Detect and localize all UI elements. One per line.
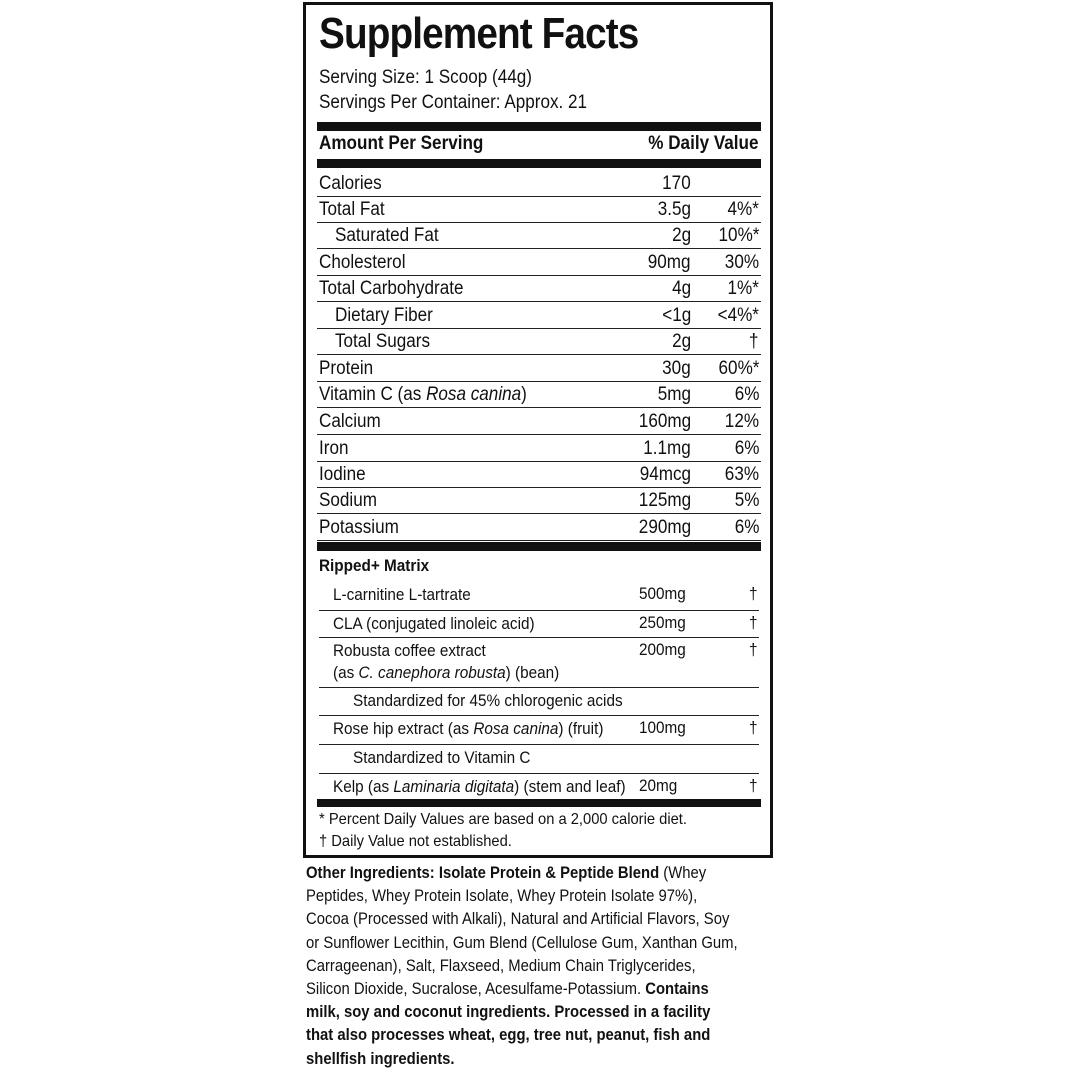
matrix-ingredient-name: Rose hip extract (as Rosa canina) (fruit) bbox=[333, 719, 604, 738]
ingredients-line: Peptides, Whey Protein Isolate, Whey Protein Isolate 97%), bbox=[306, 887, 698, 906]
servings-per-container: Servings Per Container: Approx. 21 bbox=[319, 92, 588, 113]
matrix-daily-value: † bbox=[748, 584, 757, 603]
matrix-amount: 100mg bbox=[639, 718, 686, 737]
daily-value-label: % Daily Value bbox=[648, 133, 759, 154]
footnote-not-established: † Daily Value not established. bbox=[319, 833, 512, 850]
ingredients-line: Carrageenan), Salt, Flaxseed, Medium Chain Triglycerides, bbox=[306, 956, 696, 975]
nutrient-name: Total Fat bbox=[319, 199, 385, 220]
nutrient-name: Calcium bbox=[319, 411, 381, 432]
matrix-ingredient-name: Standardized for 45% chlorogenic acids bbox=[353, 691, 623, 710]
nutrient-name: Potassium bbox=[319, 517, 399, 538]
nutrient-daily-value: 12% bbox=[724, 411, 759, 432]
nutrient-name: Saturated Fat bbox=[335, 225, 439, 246]
matrix-amount: 500mg bbox=[639, 584, 686, 603]
thick-divider bbox=[317, 159, 761, 168]
matrix-row bbox=[319, 637, 759, 688]
ingredients-line: Cocoa (Processed with Alkali), Natural and Artificial Flavors, Soy bbox=[306, 910, 730, 929]
nutrient-daily-value: <4%* bbox=[717, 305, 759, 326]
nutrient-amount: 94mcg bbox=[639, 464, 691, 485]
nutrient-row bbox=[317, 514, 761, 541]
serving-size: Serving Size: 1 Scoop (44g) bbox=[319, 67, 532, 88]
matrix-amount: 250mg bbox=[639, 613, 686, 632]
matrix-ingredient-name: L-carnitine L-tartrate bbox=[333, 585, 471, 604]
nutrient-daily-value: 30% bbox=[724, 252, 759, 273]
nutrient-daily-value: 4%* bbox=[727, 199, 759, 220]
nutrient-name: Vitamin C (as Rosa canina) bbox=[319, 384, 527, 405]
ingredients-line: or Sunflower Lecithin, Gum Blend (Cellulose Gum, Xanthan Gum, bbox=[306, 933, 738, 952]
nutrient-row bbox=[317, 302, 761, 329]
panel-title: Supplement Facts bbox=[319, 9, 639, 58]
nutrient-row bbox=[317, 170, 761, 197]
nutrient-name: Calories bbox=[319, 173, 382, 194]
nutrient-amount: 5mg bbox=[657, 384, 691, 405]
nutrient-amount: 160mg bbox=[638, 411, 691, 432]
nutrient-amount: 90mg bbox=[648, 252, 691, 273]
matrix-ingredient-name: CLA (conjugated linoleic acid) bbox=[333, 614, 535, 633]
matrix-amount: 20mg bbox=[639, 776, 678, 795]
nutrient-daily-value: 1%* bbox=[727, 278, 759, 299]
nutrient-row bbox=[317, 487, 761, 514]
nutrient-row bbox=[317, 196, 761, 223]
ingredients-line: that also processes wheat, egg, tree nut, peanut, fish and bbox=[306, 1026, 711, 1045]
nutrient-amount: 4g bbox=[671, 278, 691, 299]
ingredients-line: shellfish ingredients. bbox=[306, 1049, 455, 1068]
matrix-row bbox=[319, 610, 759, 638]
nutrient-name: Iodine bbox=[319, 464, 366, 485]
matrix-ingredient-name: Standardized to Vitamin C bbox=[353, 748, 531, 767]
nutrient-amount: 3.5g bbox=[657, 199, 691, 220]
matrix-daily-value: † bbox=[748, 776, 757, 795]
matrix-row bbox=[319, 744, 759, 774]
nutrient-amount: <1g bbox=[661, 305, 691, 326]
nutrient-amount: 30g bbox=[662, 358, 691, 379]
nutrient-daily-value: 60%* bbox=[718, 358, 759, 379]
nutrient-daily-value: 5% bbox=[734, 490, 759, 511]
ingredients-line: Other Ingredients: Isolate Protein & Peptide Blend (Whey bbox=[306, 864, 707, 882]
thick-divider bbox=[317, 799, 761, 807]
nutrient-row bbox=[317, 222, 761, 249]
nutrient-row bbox=[317, 408, 761, 435]
nutrient-name: Protein bbox=[319, 358, 374, 379]
matrix-ingredient-name: Robusta coffee extract (as C. canephora robusta) (bean) bbox=[333, 641, 560, 682]
nutrient-name: Total Sugars bbox=[335, 331, 431, 352]
nutrient-row bbox=[317, 328, 761, 355]
matrix-daily-value: † bbox=[748, 640, 757, 659]
nutrient-row bbox=[317, 275, 761, 302]
nutrient-name: Dietary Fiber bbox=[335, 305, 433, 326]
matrix-row bbox=[319, 687, 759, 716]
nutrient-name: Cholesterol bbox=[319, 252, 406, 273]
nutrient-daily-value: 6% bbox=[734, 384, 759, 405]
matrix-row bbox=[319, 581, 759, 611]
matrix-amount: 200mg bbox=[639, 640, 686, 659]
nutrient-row bbox=[317, 355, 761, 382]
nutrient-amount: 1.1mg bbox=[643, 438, 691, 459]
nutrient-row bbox=[317, 249, 761, 276]
nutrient-amount: 2g bbox=[671, 331, 691, 352]
amount-per-serving-label: Amount Per Serving bbox=[319, 133, 484, 154]
supplement-facts-panel bbox=[303, 2, 773, 858]
matrix-title: Ripped+ Matrix bbox=[319, 556, 430, 575]
matrix-row bbox=[319, 773, 759, 799]
ingredients-line: Silicon Dioxide, Sucralose, Acesulfame-Potassium. Contains bbox=[306, 980, 709, 999]
thick-divider bbox=[317, 542, 761, 551]
nutrient-daily-value: 6% bbox=[734, 438, 759, 459]
matrix-daily-value: † bbox=[748, 613, 757, 632]
nutrient-amount: 290mg bbox=[638, 517, 691, 538]
nutrient-amount: 2g bbox=[671, 225, 691, 246]
matrix-daily-value: † bbox=[748, 718, 757, 737]
nutrient-row bbox=[317, 461, 761, 488]
nutrient-amount: 170 bbox=[662, 173, 691, 194]
nutrient-name: Iron bbox=[319, 438, 349, 459]
thick-divider bbox=[317, 122, 761, 131]
nutrient-name: Sodium bbox=[319, 490, 377, 511]
nutrient-row bbox=[317, 381, 761, 408]
nutrient-name: Total Carbohydrate bbox=[319, 278, 464, 299]
ingredients-line: milk, soy and coconut ingredients. Processed in a facility bbox=[306, 1003, 711, 1022]
nutrient-daily-value: 6% bbox=[734, 517, 759, 538]
matrix-ingredient-name: Kelp (as Laminaria digitata) (stem and leaf) bbox=[333, 777, 626, 796]
footnote-daily-values: * Percent Daily Values are based on a 2,000 calorie diet. bbox=[319, 811, 687, 828]
matrix-row bbox=[319, 715, 759, 745]
other-ingredients bbox=[306, 862, 756, 1071]
nutrient-daily-value: 63% bbox=[724, 464, 759, 485]
nutrient-daily-value: 10%* bbox=[718, 225, 759, 246]
nutrient-row bbox=[317, 435, 761, 462]
nutrient-daily-value: † bbox=[749, 331, 759, 352]
nutrient-amount: 125mg bbox=[638, 490, 691, 511]
